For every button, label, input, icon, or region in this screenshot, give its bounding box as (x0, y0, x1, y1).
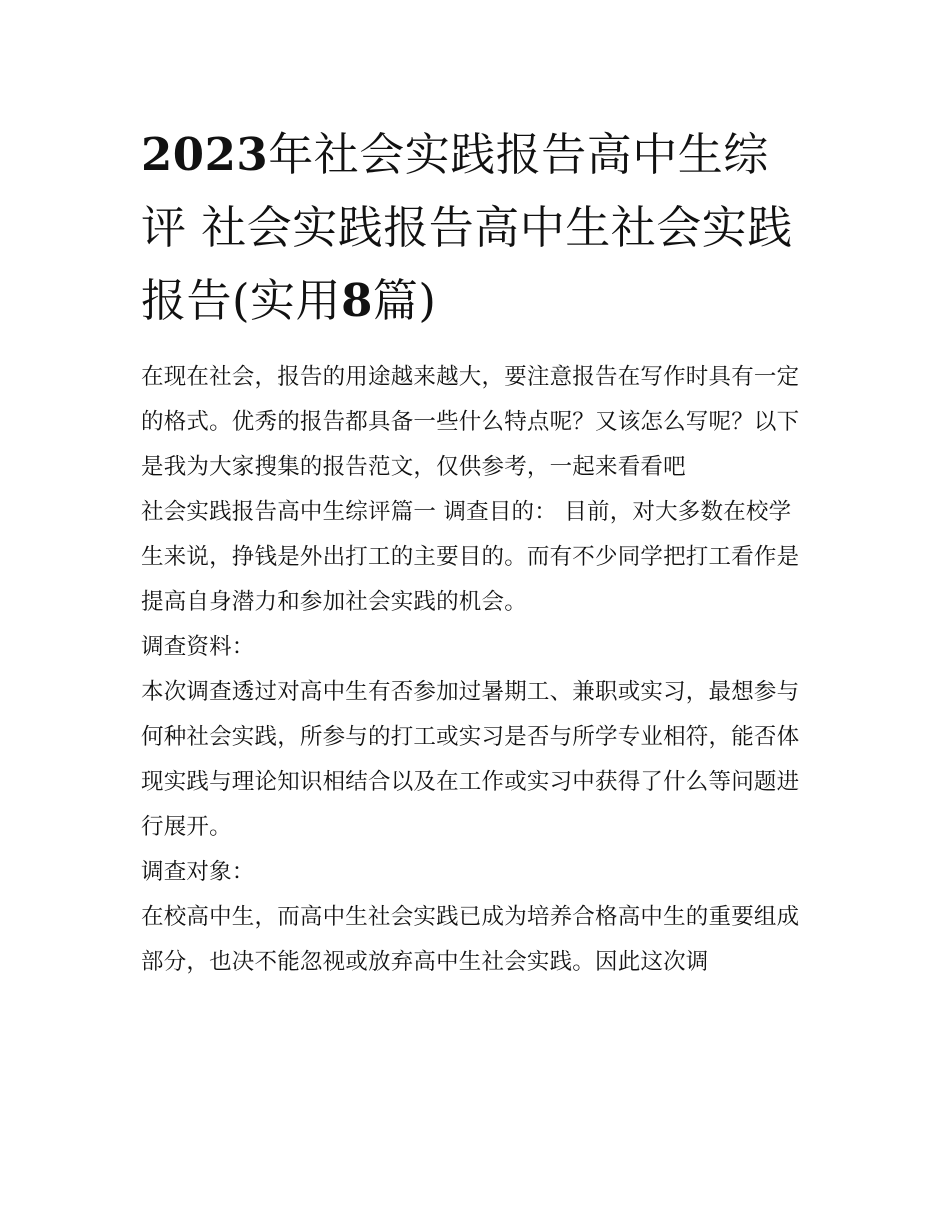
title-part-year: 2023 (141, 128, 269, 181)
paragraph-intro: 在现在社会，报告的用途越来越大，要注意报告在写作时具有一定的格式。优秀的报告都具备一些什么特点呢？又该怎么写呢？以下是我为大家搜集的报告范文，仅供参考，一起来看看吧 (141, 364, 800, 480)
heading-materials: 调查资料： (141, 634, 255, 660)
document-page (141, 118, 813, 985)
paragraph-materials: 本次调查透过对高中生有否参加过暑期工、兼职或实习，最想参与何种社会实践，所参与的打工或实习是否与所学专业相符，能否体现实践与理论知识相结合以及在工作或实习中获得了什么等问题进行展开。 (141, 679, 800, 840)
document-title (141, 118, 813, 337)
paragraph-purpose: 社会实践报告高中生综评篇一 调查目的： 目前，对大多数在校学生来说，挣钱是外出打工的主要目的。而有不少同学把打工看作是提高自身潜力和参加社会实践的机会。 (141, 499, 800, 615)
paragraph-subjects: 在校高中生，而高中生社会实践已成为培养合格高中生的重要组成部分，也决不能忽视或放弃高中生社会实践。因此这次调 (141, 904, 800, 975)
title-part-count: 8 (341, 274, 373, 327)
title-part-main: 年社会实践报告高中生综评 社会实践报告高中生社会实践报告(实用 (141, 128, 793, 327)
title-part-end: 篇) (372, 274, 437, 327)
heading-subjects: 调查对象： (141, 859, 255, 885)
